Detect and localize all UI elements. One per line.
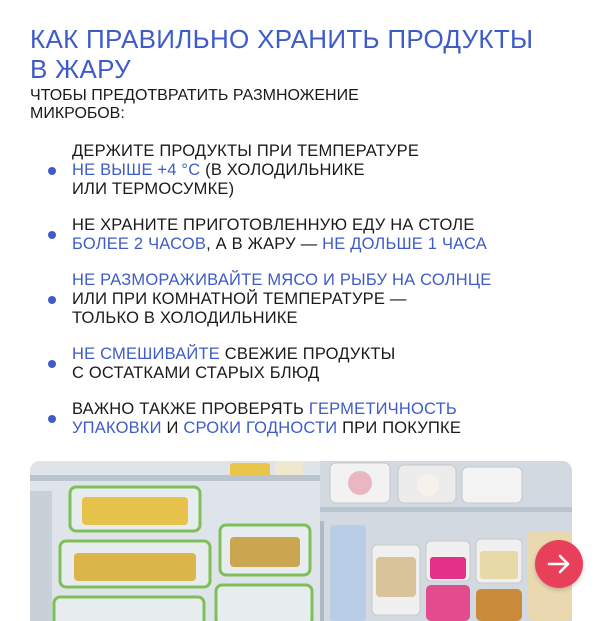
- tip-highlight: СРОКИ ГОДНОСТИ: [183, 419, 338, 437]
- tip-highlight: НЕ ВЫШЕ +4 °C: [72, 161, 201, 179]
- subtitle-line-2: МИКРОБОВ:: [30, 105, 125, 122]
- tip-text: [72, 216, 487, 254]
- subtitle: [30, 87, 550, 123]
- tip-line: ТОЛЬКО В ХОЛОДИЛЬНИКЕ: [72, 309, 298, 327]
- tip-text: [72, 142, 419, 199]
- tip-text: [72, 271, 491, 328]
- tip-line: ВАЖНО ТАКЖЕ ПРОВЕРЯТЬ: [72, 400, 309, 418]
- tip-text: [72, 400, 461, 438]
- bullet-dot-icon: [48, 415, 56, 423]
- tip-line: ИЛИ ПРИ КОМНАТНОЙ ТЕМПЕРАТУРЕ —: [72, 290, 407, 308]
- page-title: [30, 24, 570, 84]
- next-button[interactable]: [535, 540, 583, 588]
- tip-highlight: УПАКОВКИ: [72, 419, 162, 437]
- title-line-2: В ЖАРУ: [30, 54, 132, 84]
- bullet-dot-icon: [48, 360, 56, 368]
- bullet-dot-icon: [48, 296, 56, 304]
- tips-list: [48, 142, 568, 455]
- tip-line: С ОСТАТКАМИ СТАРЫХ БЛЮД: [72, 364, 320, 382]
- tip-line: (В ХОЛОДИЛЬНИКЕ: [200, 161, 365, 179]
- tip-text: [72, 345, 396, 383]
- tip-item-defrost: [48, 271, 568, 328]
- tip-highlight: НЕ РАЗМОРАЖИВАЙТЕ МЯСО И РЫБУ НА СОЛНЦЕ: [72, 271, 492, 289]
- tip-highlight: ГЕРМЕТИЧНОСТЬ: [308, 400, 457, 418]
- tip-line: И: [161, 419, 184, 437]
- tip-highlight: БОЛЕЕ 2 ЧАСОВ: [72, 235, 207, 253]
- tip-line: ПРИ ПОКУПКЕ: [337, 419, 462, 437]
- tip-item-mixing: [48, 345, 568, 383]
- tip-line: , А В ЖАРУ —: [206, 235, 323, 253]
- tip-highlight: НЕ ДОЛЬШЕ 1 ЧАСА: [322, 235, 487, 253]
- tip-line: СВЕЖИЕ ПРОДУКТЫ: [219, 345, 396, 363]
- tip-item-temperature: [48, 142, 568, 199]
- tip-line: НЕ ХРАНИТЕ ПРИГОТОВЛЕННУЮ ЕДУ НА СТОЛЕ: [72, 216, 475, 234]
- tip-line: ДЕРЖИТЕ ПРОДУКТЫ ПРИ ТЕМПЕРАТУРЕ: [72, 142, 420, 160]
- bullet-dot-icon: [48, 167, 56, 175]
- fridge-photo: [30, 461, 572, 621]
- tip-line: ИЛИ ТЕРМОСУМКЕ): [72, 180, 235, 198]
- subtitle-line-1: ЧТОБЫ ПРЕДОТВРАТИТЬ РАЗМНОЖЕНИЕ: [30, 87, 359, 104]
- tip-highlight: НЕ СМЕШИВАЙТЕ: [72, 345, 220, 363]
- tip-item-cooked-food: [48, 216, 568, 254]
- fridge-photo-illustration: [30, 461, 572, 621]
- title-line-1: КАК ПРАВИЛЬНО ХРАНИТЬ ПРОДУКТЫ: [30, 24, 534, 54]
- tip-item-packaging: [48, 400, 568, 438]
- bullet-dot-icon: [48, 231, 56, 239]
- arrow-right-icon: [546, 551, 572, 577]
